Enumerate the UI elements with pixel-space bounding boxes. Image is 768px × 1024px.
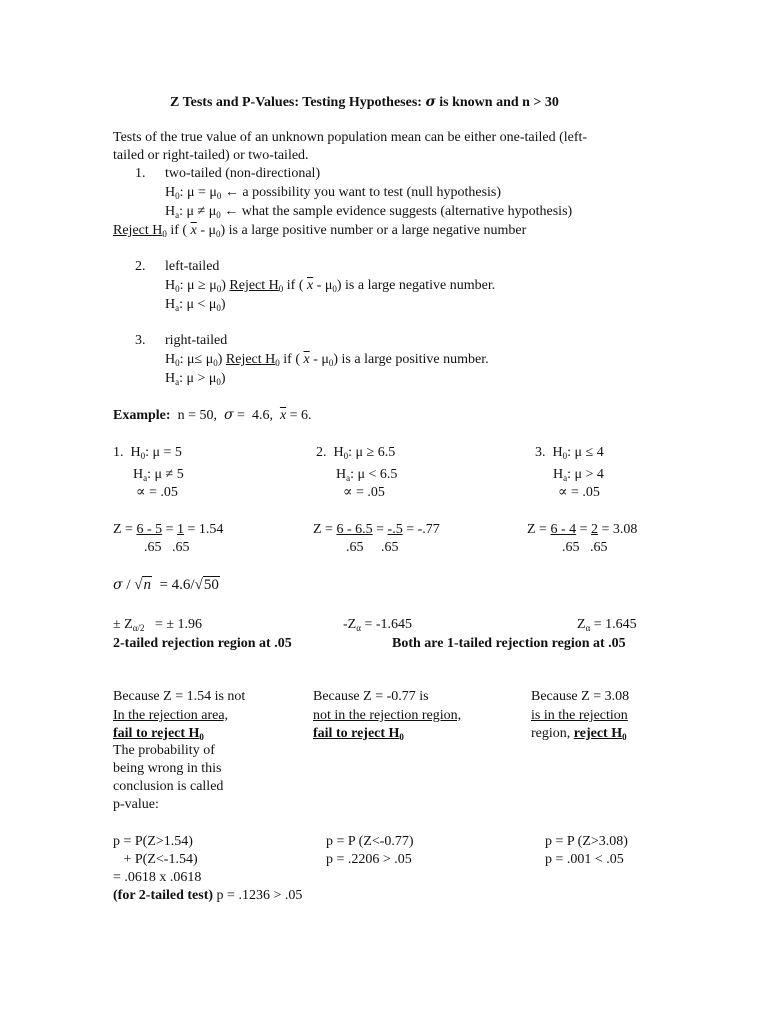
section-3-number: 3. <box>135 333 146 348</box>
col1-alpha: ∝ = .05 <box>136 485 178 500</box>
two-tailed-critical-value: ± $Z_{\alpha/2}$ = ± 1.96 <box>113 617 203 633</box>
col2-conclusion-1: Because Z = -0.77 is <box>313 689 429 704</box>
col1-z-calc: Z = 6 - 5 = 1 = 1.54 <box>113 522 224 537</box>
section-1-number: 1. <box>135 166 146 181</box>
col3-conclusion-1: Because Z = 3.08 <box>531 689 630 704</box>
col2-z-denominators: .65 .65 <box>346 540 399 555</box>
section-1-ha: $H_a$: $\mu \ne \mu_0$ ← what the sample evidence suggests (alternative hypothesis) <box>165 204 573 220</box>
col2-z-calc: Z = 6 - 6.5 = -.5 = -.77 <box>313 522 440 537</box>
col2-pvalue-1: p = P (Z<-0.77) <box>326 834 414 849</box>
section-2-h0: $H_0$: $\mu \ge \mu_0$) Reject $H_0$ if ( $\overline{x} - \mu_0$) is a large negative number. <box>165 278 496 294</box>
intro-line-2: tailed or right-tailed) or two-tailed. <box>113 148 309 163</box>
section-1-reject-rule: Reject $H_0$ if ( $\overline{x} - \mu_0$) is a large positive number or a large negative number <box>113 223 527 239</box>
section-2-ha: $H_a$: $\mu < \mu_0$) <box>165 297 226 313</box>
col1-conclusion-2: In the rejection area, <box>113 708 229 723</box>
title-prefix: Z Tests and P-Values: Testing Hypotheses: <box>170 95 422 110</box>
sigma-symbol: σ <box>425 94 436 110</box>
two-tailed-region-label: 2-tailed rejection region at .05 <box>113 636 292 651</box>
section-3-ha: $H_a$: $\mu > \mu_0$) <box>165 371 226 387</box>
section-2-number: 2. <box>135 259 146 274</box>
col1-pvalue-4: (for 2-tailed test) p = .1236 > .05 <box>113 888 303 903</box>
example-line: Example: n = 50, σ = 4.6, $\overline{x} = 6$. <box>113 407 312 423</box>
col3-alpha: ∝ = .05 <box>558 485 600 500</box>
col2-alpha: ∝ = .05 <box>343 485 385 500</box>
col1-conclusion-5: being wrong in this <box>113 761 222 776</box>
col1-conclusion-1: Because Z = 1.54 is not <box>113 689 246 704</box>
left-critical-value: $-Z_\alpha = -1.645$ <box>343 617 412 633</box>
col3-z-denominators: .65 .65 <box>562 540 608 555</box>
section-2-name: left-tailed <box>165 259 220 274</box>
col3-conclusion-3: region, reject $H_0$ <box>531 726 627 742</box>
col2-pvalue-2: p = .2206 > .05 <box>326 852 412 867</box>
section-3-h0: $H_0$: $\mu\le \mu_0$) Reject $H_0$ if ( $\overline{x} - \mu_0$) is a large positive number. <box>165 352 489 368</box>
col1-ha: $H_a$: μ ≠ 5 <box>133 467 184 483</box>
col3-z-calc: Z = 6 - 4 = 2 = 3.08 <box>527 522 638 537</box>
col1-pvalue-3: = .0618 x .0618 <box>113 870 202 885</box>
page-title <box>170 93 559 112</box>
col1-conclusion-3: fail to reject $H_0$ <box>113 726 204 742</box>
col2-conclusion-3: fail to reject $H_0$ <box>313 726 404 742</box>
right-critical-value: $Z_\alpha = 1.645$ <box>577 617 637 633</box>
col2-conclusion-2: not in the rejection region, <box>313 708 462 723</box>
col2-h0: 2. $H_0$: μ ≥ 6.5 <box>316 445 396 461</box>
col3-pvalue-2: p = .001 < .05 <box>545 852 624 867</box>
col1-h0: 1. $H_0$: μ = 5 <box>113 445 182 461</box>
one-tailed-region-label: Both are 1-tailed rejection region at .05 <box>392 636 626 651</box>
col2-ha: $H_a$: μ < 6.5 <box>336 467 398 483</box>
col3-ha: $H_a$: μ > 4 <box>553 467 604 483</box>
section-3-name: right-tailed <box>165 333 228 348</box>
standard-error-line: σ / √n = 4.6/√50 <box>113 577 219 593</box>
col1-conclusion-6: conclusion is called <box>113 779 224 794</box>
col1-conclusion-4: The probability of <box>113 743 215 758</box>
intro-line-1: Tests of the true value of an unknown population mean can be either one-tailed (left- <box>113 130 588 145</box>
col3-h0: 3. $H_0$: μ ≤ 4 <box>535 445 604 461</box>
col1-pvalue-2: + P(Z<-1.54) <box>113 852 198 867</box>
col3-pvalue-1: p = P (Z>3.08) <box>545 834 628 849</box>
col1-z-denominators: .65 .65 <box>144 540 190 555</box>
col1-pvalue-1: p = P(Z>1.54) <box>113 834 193 849</box>
col3-conclusion-2: is in the rejection <box>531 708 628 723</box>
title-suffix: is known and n > 30 <box>439 95 559 110</box>
section-1-h0: $H_0$: $\mu = \mu_0$ ← a possibility you want to test (null hypothesis) <box>165 185 502 201</box>
section-1-name: two-tailed (non-directional) <box>165 166 321 181</box>
col1-conclusion-7: p-value: <box>113 797 159 812</box>
